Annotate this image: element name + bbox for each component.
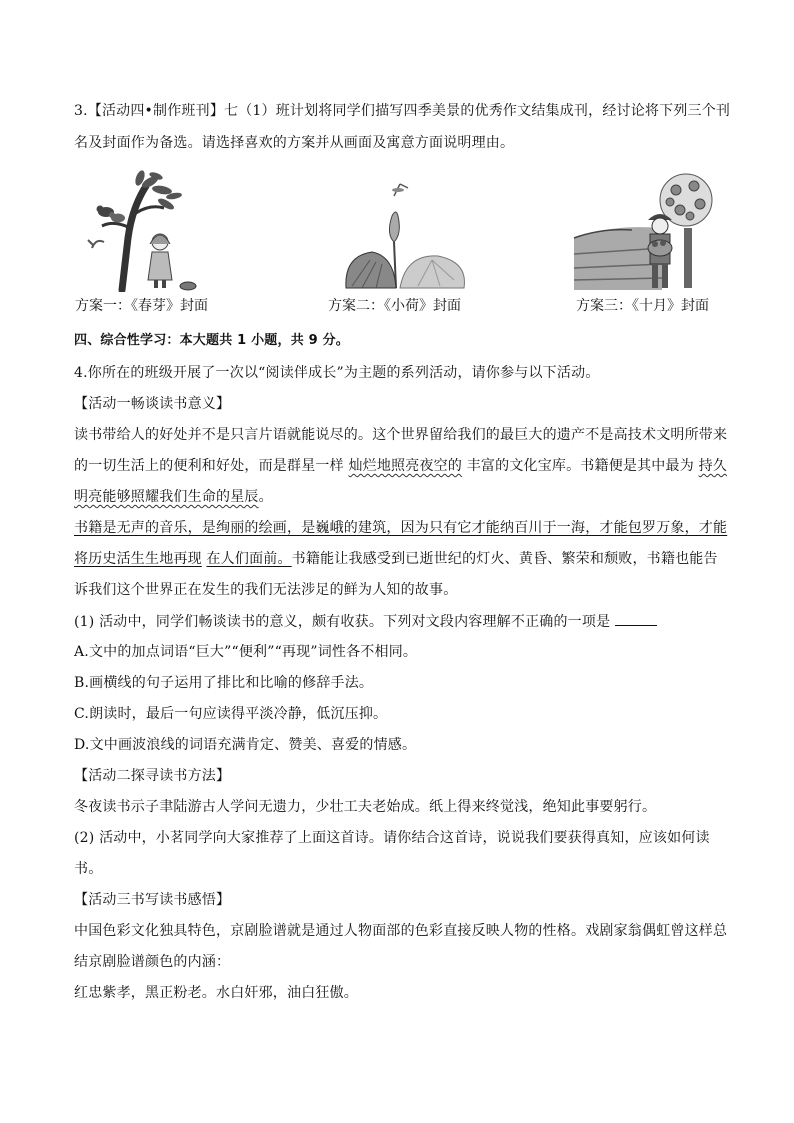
passage-1-line-3 [74, 487, 754, 509]
passage-2-line-1 [74, 518, 754, 540]
cover-caption-2: 方案二：《小荷》封面 [328, 298, 461, 314]
q3-line-1: 3.【活动四•制作班刊】七（1）班计划将同学们描写四季美景的优秀作文结集成刊，经讨论将下列三个刊 [74, 103, 731, 119]
passage-2-line-2 [74, 549, 754, 571]
passage-1-line-2 [74, 456, 754, 478]
underlined-sentence: 书籍是无声的音乐，是绚丽的绘画，是巍峨的建筑，因为只有它才能纳百川于一海，才能包罗万象，才能 [74, 520, 728, 536]
sub-question-2-line-1: (2) 活动中，小茗同学向大家推荐了上面这首诗。请你结合这首诗，说说我们要获得真知，应该如何读 [74, 830, 710, 846]
passage-3-line-1: 中国色彩文化独具特色，京剧脸谱就是通过人物面部的色彩直接反映人物的性格。戏剧家翁偶虹曾这样总 [74, 923, 728, 939]
underlined-sentence: 将历史活生生地再现 [74, 551, 202, 567]
q3-line-2: 名及封面作为备选。请选择喜欢的方案并从画面及寓意方面说明理由。 [74, 135, 515, 151]
cover-little-lotus-illustration [342, 176, 472, 292]
passage-2-line-3: 诉我们这个世界正在发生的我们无法涉足的鲜为人知的故事。 [74, 582, 458, 598]
wavy-underlined-phrase: 灿烂地照亮夜空的 [348, 458, 463, 474]
cover-caption-1: 方案一：《春芽》封面 [75, 298, 208, 314]
option-d: D.文中画波浪线的词语充满肯定、赞美、喜爱的情感。 [74, 737, 417, 753]
wavy-underlined-phrase: 明亮能够照耀我们生命的星辰 [74, 489, 259, 505]
passage-text: 的一切生活上的便利和好处，而是群星一样 [74, 458, 349, 474]
option-b: B.画横线的句子运用了排比和比喻的修辞手法。 [74, 675, 374, 691]
passage-3-line-3: 红忠紫孝，黑正粉老。水白奸邪，油白狂傲。 [74, 985, 358, 1001]
passage-1-line-1: 读书带给人的好处并不是只言片语就能说尽的。这个世界留给我们的最巨大的遗产不是高技术文明所带来 [74, 427, 728, 443]
sub-question-1 [74, 611, 754, 633]
underlined-sentence: 在人们面前。 [206, 551, 292, 567]
passage-text: 书籍能让我感受到已逝世纪的灯火、黄昏、繁荣和颓败，书籍也能告 [291, 551, 718, 567]
section-4-heading: 四、综合性学习：本大题共 1 小题，共 9 分。 [74, 333, 349, 348]
q4-intro: 4.你所在的班级开展了一次以“阅读伴成长”为主题的系列活动，请你参与以下活动。 [74, 365, 600, 381]
passage-text: 丰富的文化宝库。书籍便是其中最为 [462, 458, 699, 474]
option-c: C.朗读时，最后一句应读得平淡冷静，低沉压抑。 [74, 706, 388, 722]
cover-october-illustration [572, 168, 720, 292]
passage-3-line-2: 结京剧脸谱颜色的内涵： [74, 954, 231, 970]
option-a: A.文中的加点词语“巨大”“便利”“再现”词性各不相同。 [74, 644, 418, 660]
cover-caption-3: 方案三：《十月》封面 [576, 298, 709, 314]
passage-text: 。 [258, 489, 273, 505]
answer-blank[interactable] [615, 611, 657, 626]
activity-1-title: 【活动一畅谈读书意义】 [74, 396, 231, 412]
activity-2-title: 【活动二探寻读书方法】 [74, 768, 231, 784]
cover-spring-sprout-illustration [84, 168, 214, 292]
activity-3-title: 【活动三书写读书感悟】 [74, 892, 231, 908]
sub-question-1-text: (1) 活动中，同学们畅谈读书的意义，颇有收获。下列对文段内容理解不正确的一项是 [74, 614, 611, 630]
wavy-underlined-phrase: 持久 [698, 458, 727, 474]
sub-question-2-line-2: 书。 [74, 861, 103, 877]
poem-text: 冬夜读书示子聿陆游古人学问无遗力，少壮工夫老始成。纸上得来终觉浅，绝知此事要躬行。 [74, 799, 657, 815]
